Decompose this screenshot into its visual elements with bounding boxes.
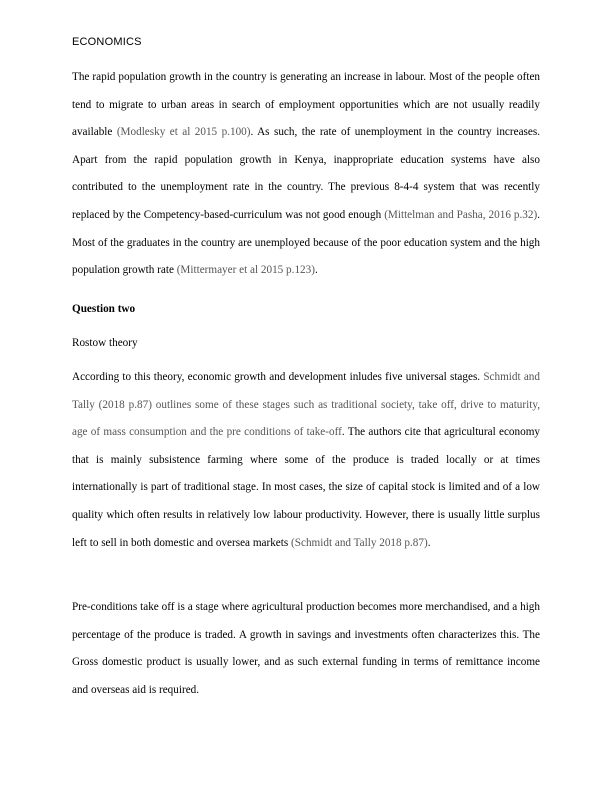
paragraph-text: . bbox=[314, 264, 318, 277]
paragraph-text: . Most of the graduates in the country are unemployed because of the poor education system and the high population growth rate bbox=[72, 208, 540, 277]
paragraph-text: According to this theory, economic growth and development inludes five universal stages. bbox=[72, 371, 484, 383]
paragraph-text: Pre-conditions take off is a stage where agricultural production becomes more merchandised, and a high percentage of the produce is traded. A growth in savings and investments often characterizes this. The Gross domestic product is usually lower, and as such external funding in terms of remittance income and overseas aid is required. bbox=[72, 601, 540, 696]
citation: (Schmidt and Tally 2018 p.87) bbox=[291, 536, 428, 549]
subsection-heading: Rostow theory bbox=[72, 337, 138, 349]
section-heading: Question two bbox=[72, 303, 136, 315]
citation: (Mittermayer et al 2015 p.123) bbox=[176, 264, 315, 277]
citation: (Mittelman and Pasha, 2016 p.32) bbox=[384, 208, 538, 221]
paragraph-text: . The authors cite that agricultural economy that is mainly subsistence farming where some of the produce is traded locally or at times internationally is part of traditional stage. In most cases, the size of capital stock is limited and of a low quality which often results in relatively low labour productivity. However, there is usually little surplus left to sell in both domestic and oversea markets bbox=[72, 426, 540, 549]
running-header: ECONOMICS bbox=[72, 36, 142, 48]
citation: Schmidt and Tally (2018 p.87) outlines some of these stages such as traditional society, take off, drive to maturity, age of mass consumption and the pre conditions of take-off bbox=[72, 371, 540, 439]
paragraph-rostow-theory bbox=[72, 364, 540, 557]
paragraph-text: . bbox=[427, 536, 431, 549]
paragraph-text: . As such, the rate of unemployment in the country increases. Apart from the rapid population growth in Kenya, inappropriate education systems have also contributed to the unemployment rate in the country. The previous 8-4-4 system that was recently replaced by the Competency-based-curriculum was not good enough bbox=[72, 126, 540, 221]
paragraph-text: The rapid population growth in the country is generating an increase in labour. Most of the people often tend to migrate to urban areas in search of employment opportunities which are not usually readily available bbox=[72, 71, 540, 139]
paragraph-preconditions bbox=[72, 594, 540, 704]
citation: (Modlesky et al 2015 p.100) bbox=[116, 126, 251, 139]
paragraph-population-growth bbox=[72, 64, 540, 285]
